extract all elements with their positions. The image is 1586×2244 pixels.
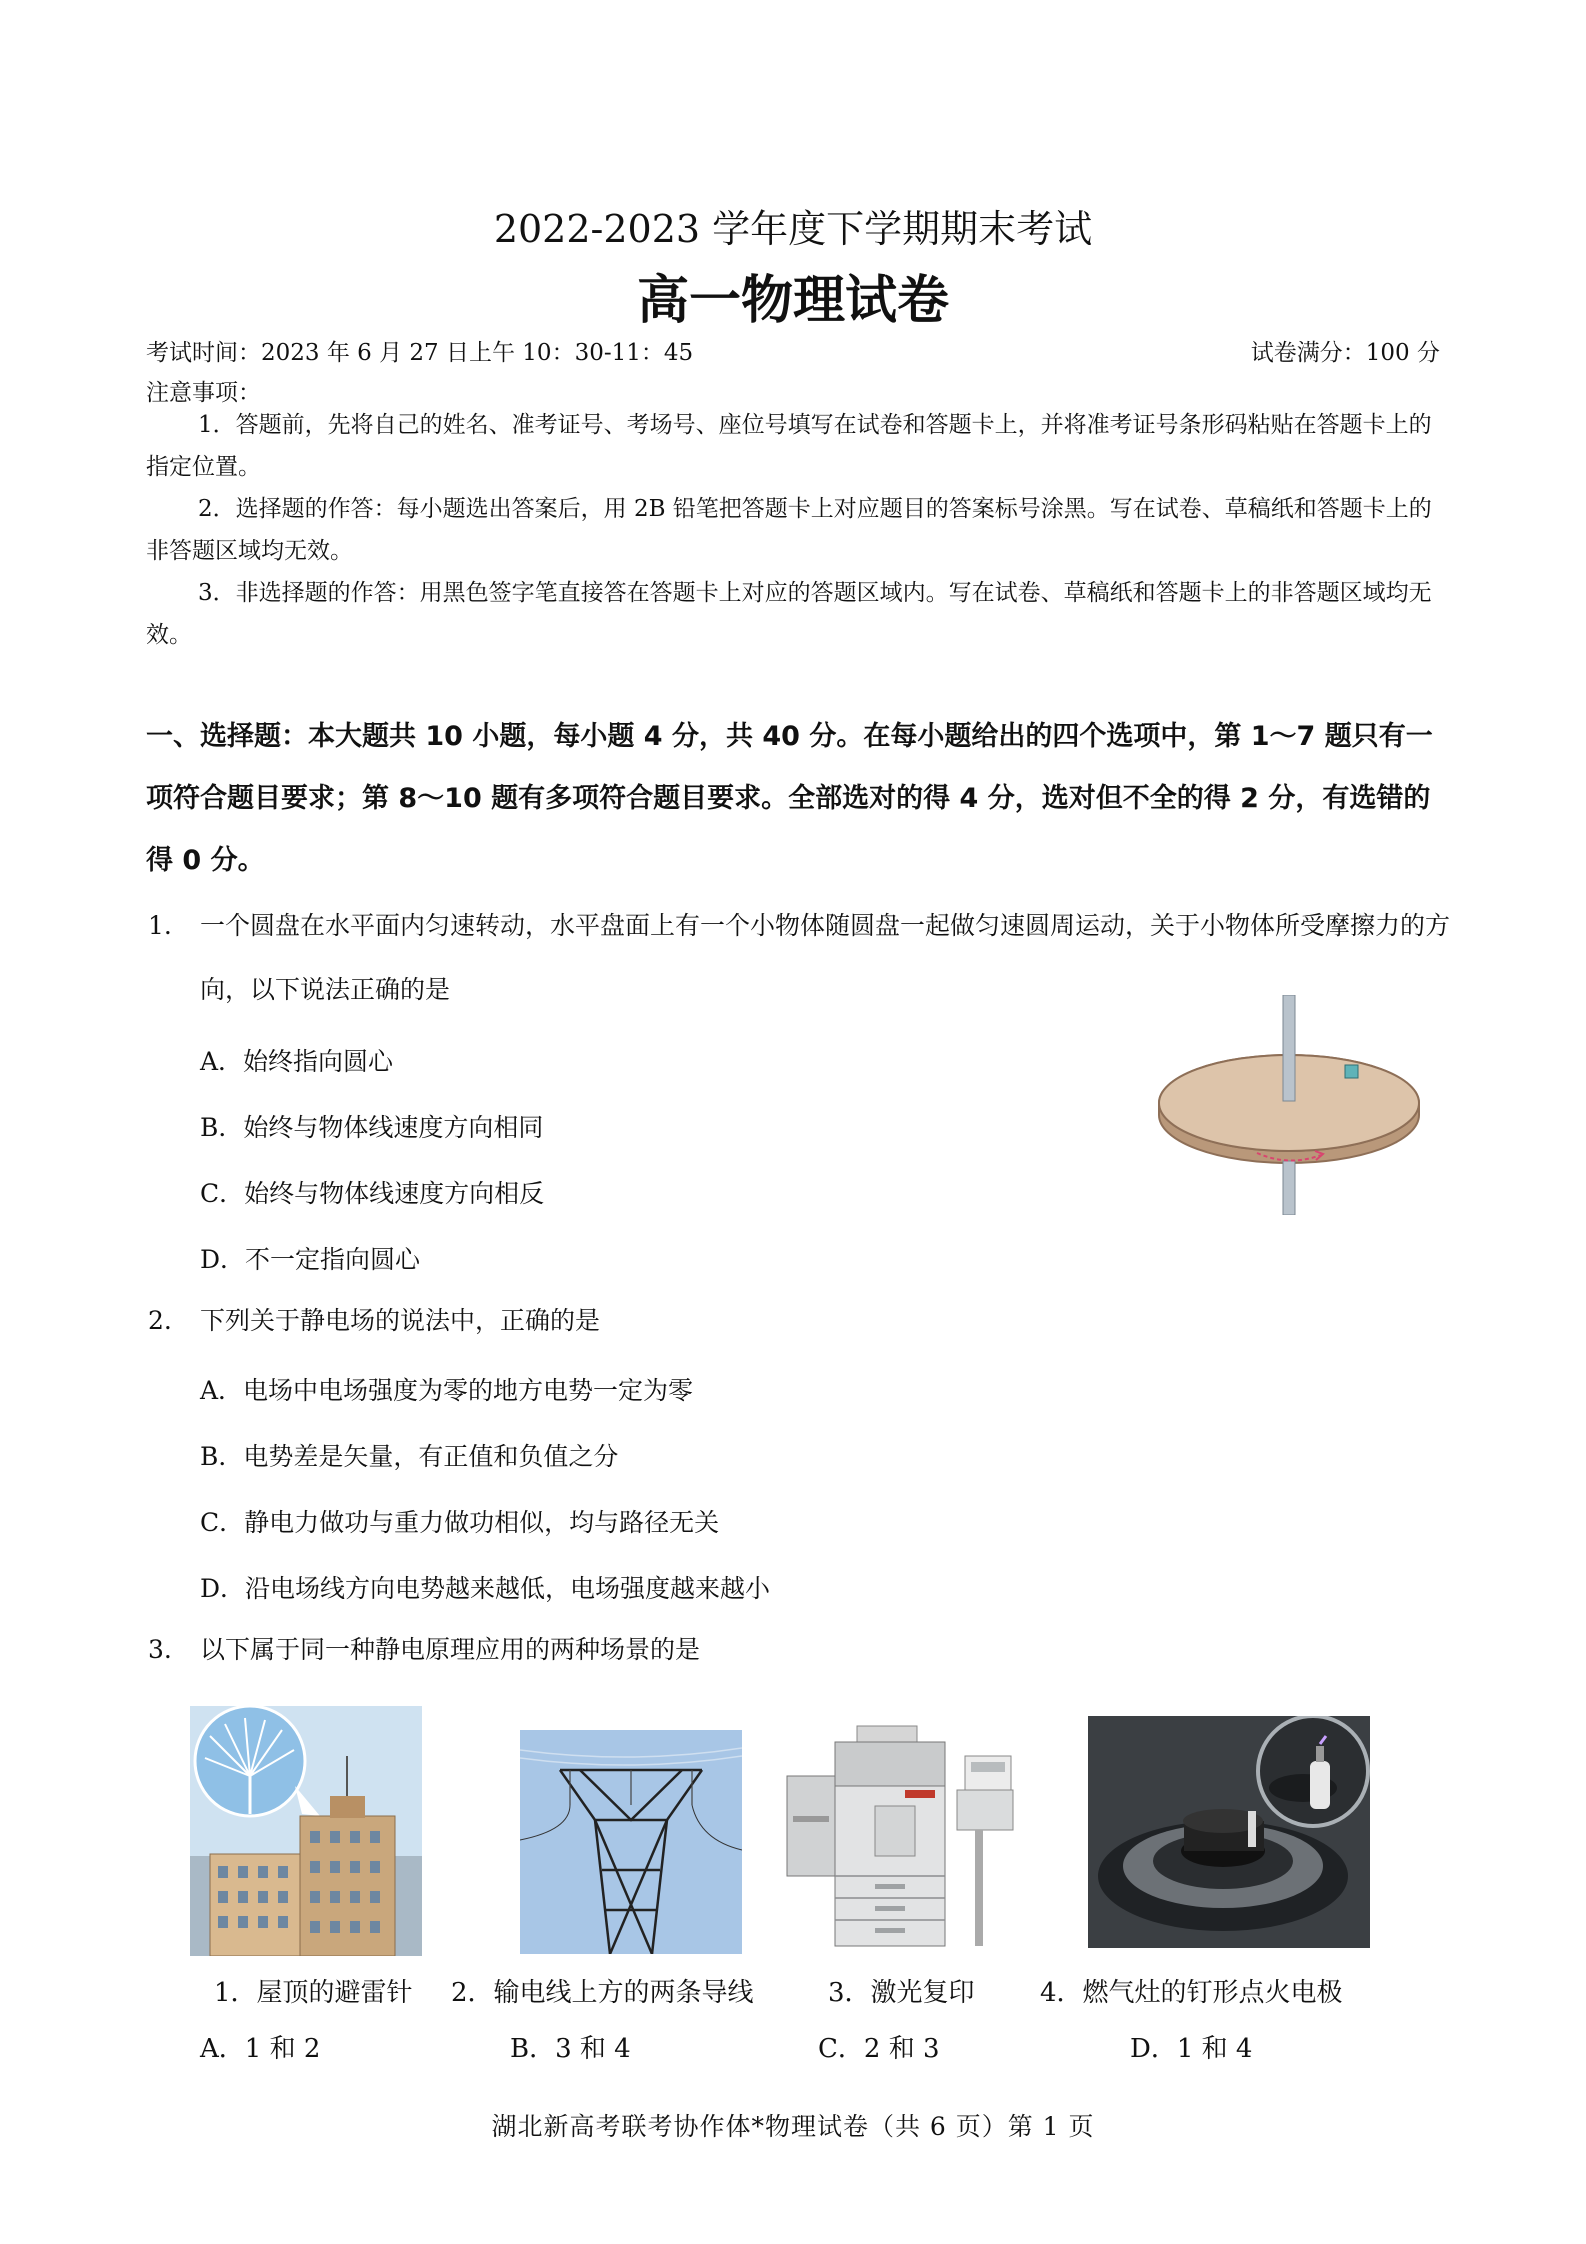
laser-copier-photo <box>775 1706 1015 1956</box>
question-1-option-b: B．始终与物体线速度方向相同 <box>200 1113 544 1142</box>
question-2-option-a: A．电场中电场强度为零的地方电势一定为零 <box>200 1376 694 1405</box>
image-caption-2: 2．输电线上方的两条导线 <box>451 1978 754 2008</box>
question-1-number: 1. <box>148 911 172 940</box>
question-2-text: 下列关于静电场的说法中，正确的是 <box>200 1306 601 1335</box>
question-2-option-c: C．静电力做功与重力做功相似，均与路径无关 <box>200 1508 720 1537</box>
notes-heading: 注意事项： <box>146 380 261 406</box>
full-score: 试卷满分：100 分 <box>1250 340 1440 366</box>
question-2-option-d: D．沿电场线方向电势越来越低，电场强度越来越小 <box>200 1574 771 1603</box>
image-caption-1: 1．屋顶的避雷针 <box>214 1978 413 2008</box>
note-item-1: 1．答题前，先将自己的姓名、准考证号、考场号、座位号填写在试卷和答题卡上，并将准考证号条形码粘贴在答题卡上的指定位置。 <box>146 412 1432 480</box>
note-item-3: 3．非选择题的作答：用黑色签字笔直接答在答题卡上对应的答题区域内。写在试卷、草稿纸和答题卡上的非答题区域均无效。 <box>146 580 1432 648</box>
question-3-text: 以下属于同一种静电原理应用的两种场景的是 <box>200 1635 701 1664</box>
question-2-number: 2. <box>148 1306 172 1335</box>
note-item-2: 2．选择题的作答：每小题选出答案后，用 2B 铅笔把答题卡上对应题目的答案标号涂黑。写在试卷、草稿纸和答题卡上的非答题区域均无效。 <box>146 496 1432 564</box>
lightning-rod-photo <box>190 1706 422 1956</box>
question-1-option-d: D．不一定指向圆心 <box>200 1245 421 1274</box>
question-3-option-c: C．2 和 3 <box>818 2034 940 2064</box>
question-3-option-d: D．1 和 4 <box>1130 2034 1253 2064</box>
question-1-option-c: C．始终与物体线速度方向相反 <box>200 1179 545 1208</box>
question-3-option-b: B．3 和 4 <box>510 2034 631 2064</box>
image-caption-4: 4．燃气灶的钉形点火电极 <box>1040 1978 1343 2008</box>
section-heading: 一、选择题：本大题共 10 小题，每小题 4 分，共 40 分。在每小题给出的四个选项中，第 1～7 题只有一项符合题目要求；第 8～10 题有多项符合题目要求。全部选对的得 4 分，选对但不全的得 2 分，有选错的得 0 分。 <box>146 721 1433 876</box>
page-footer: 湖北新高考联考协作体*物理试卷（共 6 页）第 1 页 <box>491 2112 1095 2141</box>
question-2-option-b: B．电势差是矢量，有正值和负值之分 <box>200 1442 619 1471</box>
question-1-option-a: A．始终指向圆心 <box>200 1047 394 1076</box>
rotating-disk-figure <box>1155 995 1425 1215</box>
gas-stove-photo <box>1088 1716 1370 1948</box>
image-caption-3: 3．激光复印 <box>828 1978 975 2008</box>
question-1-text: 一个圆盘在水平面内匀速转动，水平盘面上有一个小物体随圆盘一起做匀速圆周运动，关于小物体所受摩擦力的方向，以下说法正确的是 <box>200 911 1451 1004</box>
question-3-option-a: A．1 和 2 <box>200 2034 321 2064</box>
question-3-number: 3. <box>148 1635 172 1664</box>
paper-title: 高一物理试卷 <box>636 271 949 331</box>
transmission-tower-photo <box>520 1730 742 1954</box>
exam-time: 考试时间：2023 年 6 月 27 日上午 10：30-11：45 <box>146 340 694 366</box>
exam-title: 2022-2023 学年度下学期期末考试 <box>493 207 1093 251</box>
